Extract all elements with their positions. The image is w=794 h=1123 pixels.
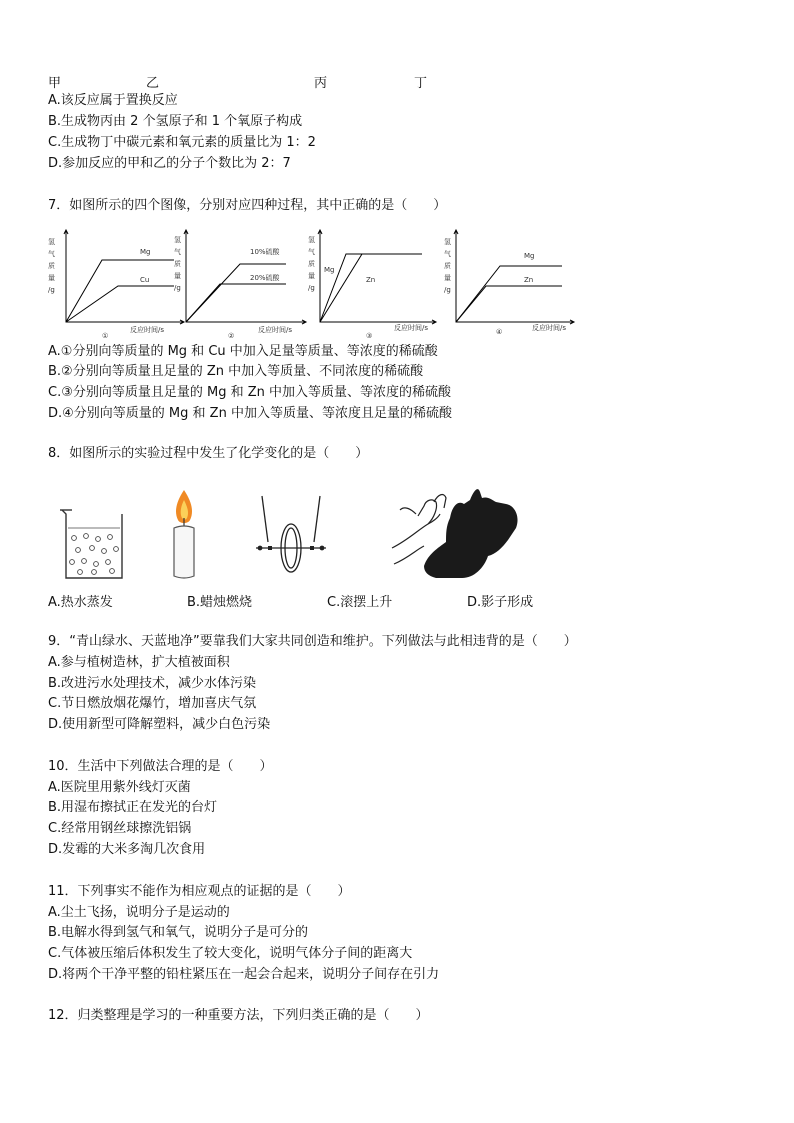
graph2-ylabel-4: /g: [174, 284, 181, 292]
graph3-ylabel-0: 氢: [308, 236, 315, 244]
q8-stem: 8．如图所示的实验过程中发生了化学变化的是（ ）: [48, 446, 369, 461]
graph1-num: ①: [102, 332, 109, 340]
graph3-ylabel-2: 质: [308, 260, 315, 268]
fig-label-yi: 乙: [146, 76, 160, 91]
beaker-illustration: [58, 506, 130, 582]
graph3-series-zn: Zn: [366, 276, 376, 284]
graph4-mg-line: [456, 266, 562, 322]
q12-stem: 12．归类整理是学习的一种重要方法，下列归类正确的是（ ）: [48, 1008, 429, 1023]
q11-stem: 11．下列事实不能作为相应观点的证据的是（ ）: [48, 884, 351, 899]
graph4-ylabel-3: 量: [444, 274, 451, 282]
graph3-ylabel-1: 气: [308, 248, 315, 256]
q7-option-a: A.①分别向等质量的 Mg 和 Cu 中加入足量等质量、等浓度的稀硫酸: [48, 344, 438, 359]
graph4-zn-line: [456, 286, 562, 322]
q10-option-b: B.用湿布擦拭正在发光的台灯: [48, 800, 218, 815]
q8-option-b: B.蜡烛燃烧: [187, 595, 253, 610]
q7-graphs: [44, 226, 584, 342]
graph2-ylabel-0: 氢: [174, 236, 181, 244]
graph3-ylabel-4: /g: [308, 284, 315, 292]
q7-option-b: B.②分别向等质量且足量的 Zn 中加入等质量、不同浓度的稀硫酸: [48, 364, 424, 379]
fig-label-jia: 甲: [48, 76, 62, 91]
graph1-ylabel-3: 量: [48, 274, 55, 282]
q7-stem: 7．如图所示的四个图像，分别对应四种过程，其中正确的是（ ）: [48, 198, 447, 213]
graph4-ylabel-4: /g: [444, 286, 451, 294]
graph2-ylabel-2: 质: [174, 260, 181, 268]
graph1-ylabel-1: 气: [48, 250, 55, 258]
q8-option-c: C.滚摆上升: [327, 595, 393, 610]
graph3-zn-line: [320, 254, 362, 322]
q6-option-d: D.参加反应的甲和乙的分子个数比为 2：7: [48, 156, 291, 171]
graph2-ylabel-1: 气: [174, 248, 181, 256]
graph2-xlabel: 反应时间/s: [258, 326, 293, 334]
q10-option-a: A.医院里用紫外线灯灭菌: [48, 780, 191, 795]
q9-stem: 9．“青山绿水、天蓝地净”要靠我们大家共同创造和维护。下列做法与此相违背的是（ ）: [48, 634, 577, 649]
graph4-ylabel-1: 气: [444, 250, 451, 258]
q9-option-c: C.节日燃放烟花爆竹，增加喜庆气氛: [48, 696, 257, 711]
graph3-mg-line: [320, 254, 422, 322]
graph3-ylabel-3: 量: [308, 272, 315, 280]
graph2-20pct-line: [186, 284, 286, 322]
graph4-ylabel-0: 氢: [444, 238, 451, 246]
graph4-series-mg: Mg: [524, 252, 535, 260]
graph4-num: ④: [496, 328, 503, 336]
q8-option-a: A.热水蒸发: [48, 595, 113, 610]
graph1-cu-line: [66, 286, 174, 322]
graph3-series-mg: Mg: [324, 266, 335, 274]
graph2-10pct-line: [186, 264, 286, 322]
q11-option-a: A.尘土飞扬，说明分子是运动的: [48, 905, 230, 920]
graph2-ylabel-3: 量: [174, 272, 181, 280]
graph4-xlabel: 反应时间/s: [532, 324, 567, 332]
q11-option-d: D.将两个干净平整的铅柱紧压在一起会合起来，说明分子间存在引力: [48, 967, 440, 982]
q9-option-d: D.使用新型可降解塑料，减少白色污染: [48, 717, 271, 732]
q11-option-c: C.气体被压缩后体积发生了较大变化，说明气体分子间的距离大: [48, 946, 413, 961]
graph1-ylabel-4: /g: [48, 286, 55, 294]
q9-option-a: A.参与植树造林，扩大植被面积: [48, 655, 230, 670]
q11-option-b: B.电解水得到氢气和氧气，说明分子是可分的: [48, 925, 309, 940]
graph2-series-10pct: 10%硫酸: [250, 248, 280, 256]
graph1-series-cu: Cu: [140, 276, 150, 284]
q9-option-b: B.改进污水处理技术，减少水体污染: [48, 676, 257, 691]
q6-option-a: A.该反应属于置换反应: [48, 93, 178, 108]
q6-option-c: C.生成物丁中碳元素和氧元素的质量比为 1：2: [48, 135, 316, 150]
q10-option-d: D.发霉的大米多淘几次食用: [48, 842, 206, 857]
fig-label-ding: 丁: [414, 76, 428, 91]
q7-option-d: D.④分别向等质量的 Mg 和 Zn 中加入等质量、等浓度且足量的稀硫酸: [48, 406, 452, 421]
q10-option-c: C.经常用钢丝球擦洗铝锅: [48, 821, 192, 836]
pendulum-illustration: [254, 492, 328, 578]
graph1-xlabel: 反应时间/s: [130, 326, 165, 334]
candle-illustration: [166, 488, 202, 582]
graph3-xlabel: 反应时间/s: [394, 324, 429, 332]
graph4-ylabel-2: 质: [444, 262, 451, 270]
graph2-series-20pct: 20%硫酸: [250, 274, 280, 282]
graph2-num: ②: [228, 332, 235, 340]
q8-option-d: D.影子形成: [467, 595, 534, 610]
q10-stem: 10．生活中下列做法合理的是（ ）: [48, 759, 273, 774]
hand-shadow-illustration: [388, 478, 524, 586]
q6-option-b: B.生成物丙由 2 个氢原子和 1 个氧原子构成: [48, 114, 303, 129]
graph1-mg-line: [66, 260, 174, 322]
graph1-ylabel-2: 质: [48, 262, 55, 270]
q7-option-c: C.③分别向等质量且足量的 Mg 和 Zn 中加入等质量、等浓度的稀硫酸: [48, 385, 452, 400]
graph1-series-mg: Mg: [140, 248, 151, 256]
graph4-series-zn: Zn: [524, 276, 534, 284]
fig-label-bing: 丙: [314, 76, 328, 91]
graph1-ylabel-0: 氢: [48, 238, 55, 246]
graph3-num: ③: [366, 332, 373, 340]
